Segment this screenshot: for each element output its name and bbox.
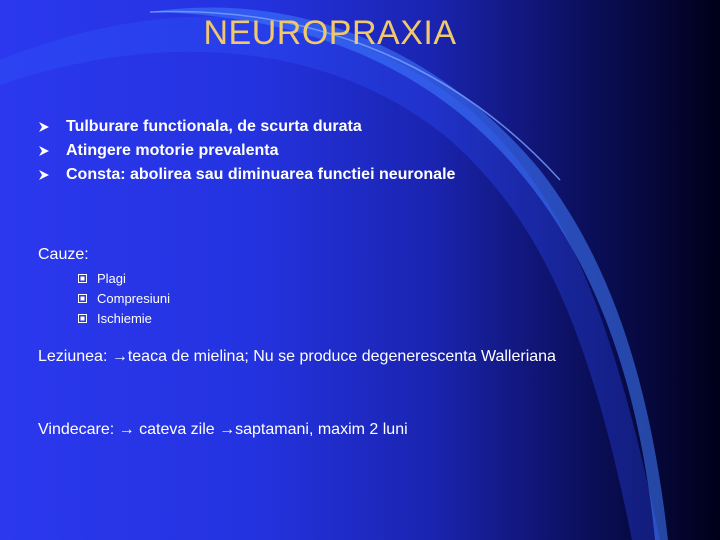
list-item	[38, 115, 455, 139]
checkbox-square-icon	[78, 314, 87, 323]
cauze-item-text: Ischiemie	[97, 310, 152, 326]
cauze-heading: Cauze:	[38, 246, 89, 263]
list-item	[78, 288, 170, 308]
bullet-text: Consta: abolirea sau diminuarea functiei neuronale	[66, 166, 456, 183]
checkbox-square-icon	[78, 294, 87, 303]
list-item	[78, 308, 170, 328]
main-bullet-list	[38, 115, 455, 187]
cauze-item-text: Compresiuni	[97, 290, 170, 306]
checkbox-square-icon	[78, 274, 87, 283]
arrowhead-icon	[38, 169, 50, 181]
vindecare-text: Vindecare: → cateva zile →saptamani, maxim 2 luni	[38, 421, 408, 438]
list-item	[78, 268, 170, 288]
bullet-text: Tulburare functionala, de scurta durata	[66, 118, 362, 135]
cauze-list	[78, 268, 170, 328]
cauze-item-text: Plagi	[97, 270, 126, 286]
arrowhead-icon	[38, 145, 50, 157]
slide-title: NEUROPRAXIA	[203, 14, 457, 52]
list-item	[38, 139, 455, 163]
bullet-text: Atingere motorie prevalenta	[66, 142, 279, 159]
leziunea-text: Leziunea: →teaca de mielina; Nu se produce degenerescenta Walleriana	[38, 348, 556, 365]
arrowhead-icon	[38, 121, 50, 133]
list-item	[38, 163, 455, 187]
